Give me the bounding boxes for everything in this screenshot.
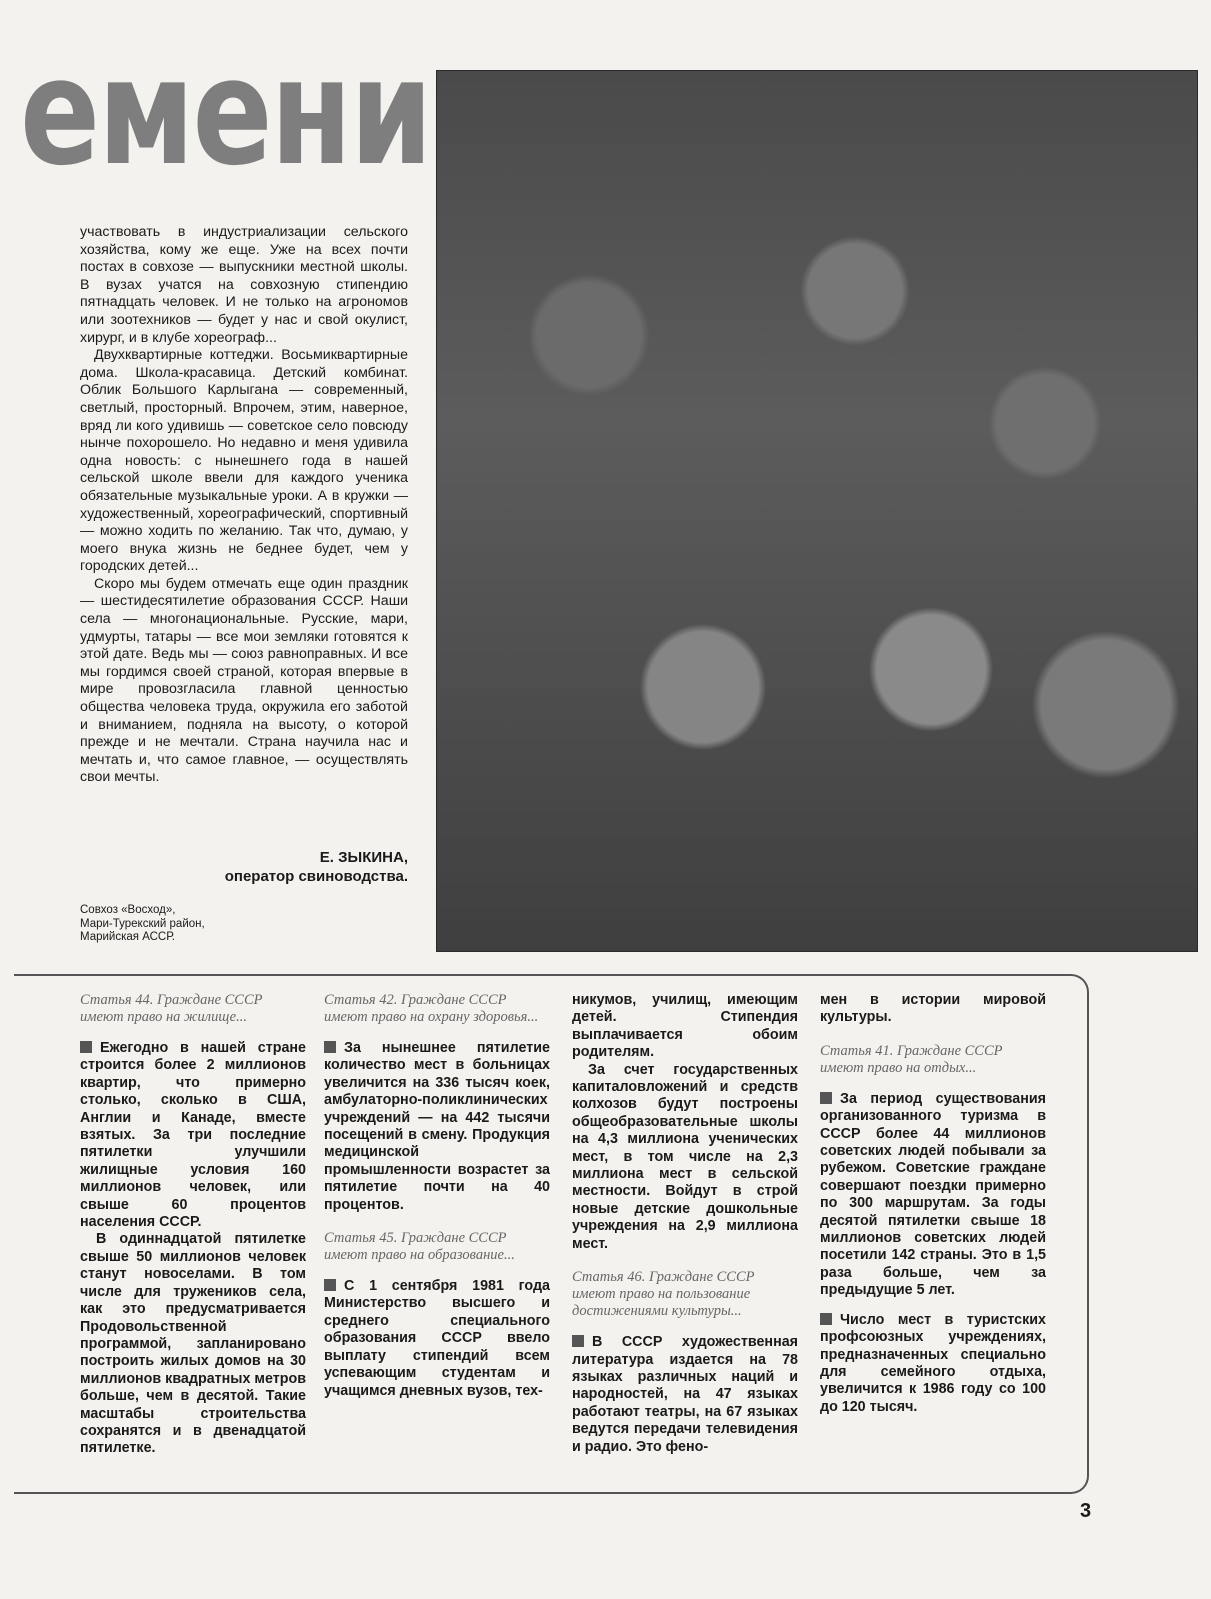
square-bullet-icon <box>324 1279 336 1291</box>
body-paragraph: Скоро мы будем отмечать еще один праздник — шестидесятилетие образования СССР. Наши села — многонациональные. Русские, мари, удмурты, татары — все мои земляки готовятся к этой дате. Ведь мы — союз равноправных. И все мы гордимся своей страной, которая впервые в мире провозгласила главной ценностью общества человека труда, окружила его заботой и вниманием, подняла на высоту, о которой прежде и не мечтали. Страна научила нас и мечтать и, что самое главное, — осуществлять свои мечты. <box>80 575 408 786</box>
fact-paragraph: мен в истории мировой культуры. <box>820 992 1046 1026</box>
square-bullet-icon <box>324 1041 336 1053</box>
photo-caption <box>80 904 280 945</box>
square-bullet-icon <box>80 1041 92 1053</box>
square-bullet-icon <box>572 1335 584 1347</box>
article-citation: Статья 42. Граждане СССР имеют право на охрану здоровья... <box>324 992 539 1025</box>
fact-paragraph: За счет государственных капиталовложений и средств колхозов будут построены общеобразовательные школы на 4,3 миллиона ученических мест, в том числе на 2,3 миллиона мест в сельской местности. Войдут в строй новые детские дошкольные учреждения на 2,9 миллиона мест. <box>572 1061 798 1252</box>
body-paragraph: участвовать в индустриализации сельского хозяйства, кому же еще. Уже на всех почти постах в совхозе — выпускники местной школы. В вузах учатся на совхозную стипендию пятнадцать человек. И не только на агрономов или зоотехников — будет у нас и свой окулист, хирург, и в клубе хореограф... <box>80 224 408 346</box>
fact-paragraph: За нынешнее пятилетие количество мест в больницах увеличится на 336 тысяч коек, амбулаторно-поликлинических учреждений — на 442 тысячи посещений в смену. Продукция медицинской промышленности возрастет за пятилетие почти на 40 процентов. <box>324 1040 550 1213</box>
caption-line: Мари-Турекский район, <box>80 917 205 930</box>
author-role: оператор свиноводства. <box>224 868 408 885</box>
article-citation: Статья 41. Граждане СССР имеют право на отдых... <box>820 1042 1003 1076</box>
fact-paragraph: За период существования организованного туризма в СССР более 44 миллионов советских людей побывали за рубежом. Советские граждане совершают поездки примерно по 300 маршрутам. За годы десятой пятилетки свыше 18 миллионов советских людей посетили 142 страны. Это в 1,5 раза больше, чем за предыдущие 5 лет. <box>820 1090 1046 1299</box>
fact-paragraph: С 1 сентября 1981 года Министерство высшего и среднего специального образования СССР ввело выплату стипендий всем успевающим студентам и учащимся дневных вузов, тех- <box>324 1278 550 1399</box>
page-number: 3 <box>1080 1500 1092 1522</box>
facts-column-1 <box>80 992 306 1458</box>
fact-paragraph: В СССР художественная литература издается на 78 языках различных наций и народностей, на 47 языках работают театры, на 67 языках ведутся передачи телевидения и радио. Это фено- <box>572 1334 798 1455</box>
facts-column-3 <box>572 992 798 1468</box>
main-article-text <box>80 224 408 787</box>
fact-paragraph: никумов, училищ, имеющим детей. Стипендия выплачивается обоим родителям. <box>572 992 798 1061</box>
facts-column-2 <box>324 992 550 1412</box>
square-bullet-icon <box>820 1092 832 1104</box>
headline: емени <box>20 25 431 198</box>
group-photo <box>436 70 1198 952</box>
article-citation: Статья 45. Граждане СССР имеют право на образование... <box>324 1230 515 1264</box>
caption-line: Совхоз «Восход», <box>80 904 176 916</box>
fact-paragraph: В одиннадцатой пятилетке свыше 50 миллионов человек станут новоселами. В том числе для тружеников села, как это предусматривается Продовольственной программой, запланировано построить жилых домов на 30 миллионов квадратных метров больше, чем в десятой. Такие масштабы строительства сохранятся и в двенадцатой пятилетке. <box>80 1231 307 1457</box>
fact-paragraph: Ежегодно в нашей стране строится более 2 миллионов квартир, что примерно столько, сколько в США, Англии и Канаде, вместе взятых. За три последние пятилетки улучшили жилищные условия 160 миллионов человек, или свыше 60 процентов населения СССР. <box>80 1040 306 1231</box>
body-paragraph: Двухквартирные коттеджи. Восьмиквартирные дома. Школа-красавица. Детский комбинат. Облик Большого Карлыгана — современный, светлый, просторный. Впрочем, этим, наверное, вряд ли кого удивишь — советское село повсюду нынче похорошело. Но недавно и меня удивила одна новость: с нынешнего года в нашей сельской школе ввели для каждого ученика обязательные музыкальные уроки. А в кружки — художественный, хореографический, спортивный — можно ходить по желанию. Так что, думаю, у моего внука жизнь не беднее будет, чем у городских детей... <box>80 347 408 575</box>
caption-line: Марийская АССР. <box>80 931 175 943</box>
article-citation: Статья 44. Граждане СССР имеют право на жилище... <box>80 992 263 1025</box>
fact-paragraph: Число мест в туристских профсоюзных учреждениях, предназначенных специально для семейного отдыха, увеличится к 1986 году со 100 до 120 тысяч. <box>820 1311 1046 1415</box>
square-bullet-icon <box>820 1313 832 1325</box>
author-signature <box>80 848 408 886</box>
article-citation: Статья 46. Граждане СССР имеют право на пользование достижениями культуры... <box>572 1269 755 1320</box>
author-name: Е. ЗЫКИНА, <box>319 849 408 866</box>
facts-column-4 <box>820 992 1046 1428</box>
